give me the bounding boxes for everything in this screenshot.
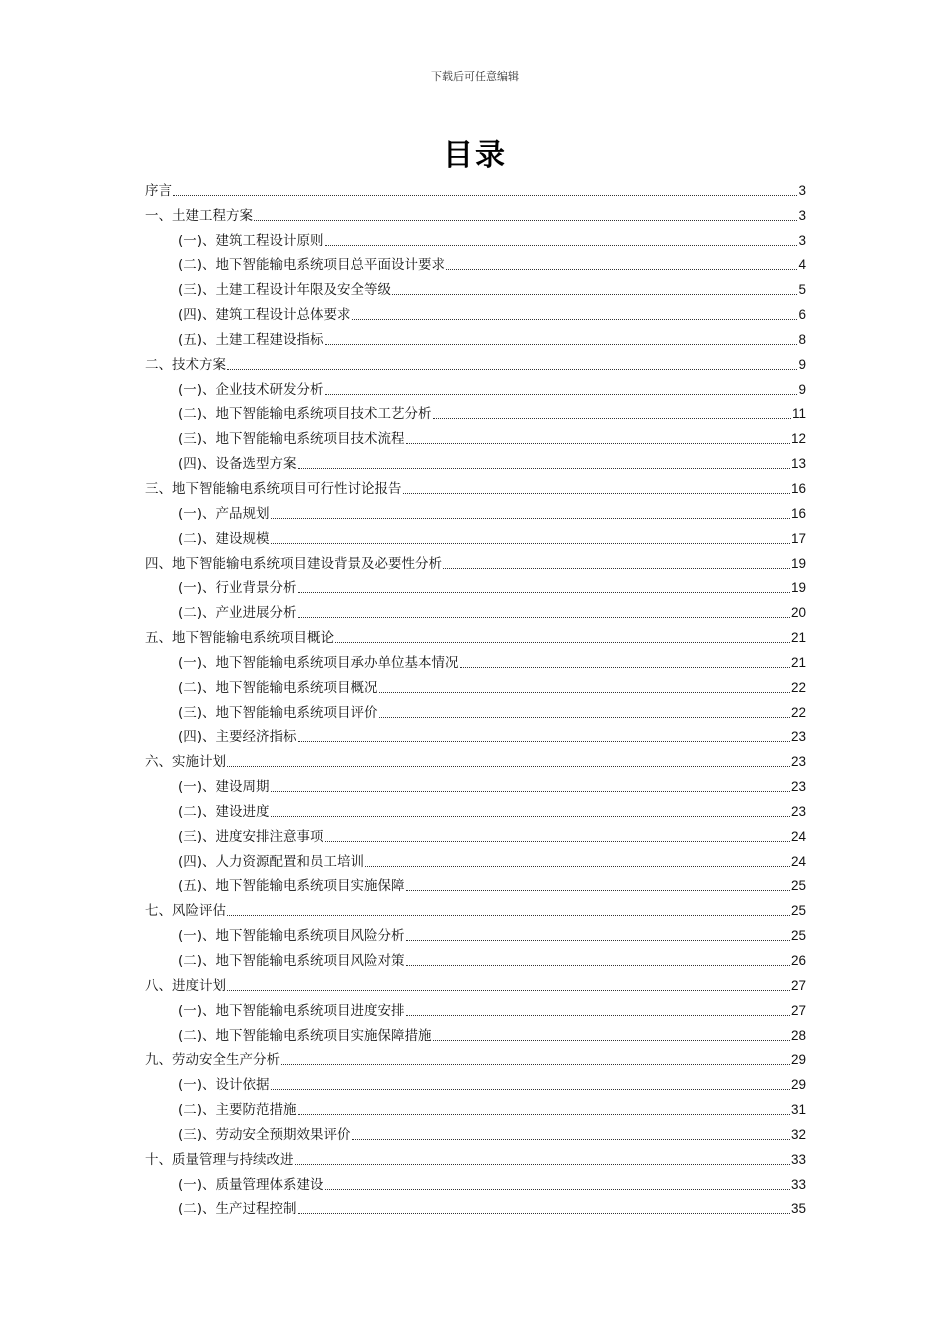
toc-dot-leader: [227, 766, 790, 767]
toc-dot-leader: [325, 394, 798, 395]
toc-entry-page-number: 27: [790, 977, 806, 993]
toc-entry-page-number: 35: [790, 1201, 806, 1217]
toc-entry-page-number: 4: [798, 257, 806, 273]
toc-entry-page-number: 31: [790, 1102, 806, 1118]
toc-title: 目录: [443, 138, 507, 173]
toc-entry[interactable]: [145, 622, 806, 647]
toc-entry[interactable]: [145, 970, 806, 995]
toc-dot-leader: [271, 543, 790, 544]
toc-entry-label: (二)、地下智能输电系统项目风险对策: [178, 953, 405, 969]
toc-entry-label: 五、地下智能输电系统项目概论: [145, 630, 334, 647]
toc-dot-leader: [254, 220, 797, 221]
toc-entry-label: (一)、建筑工程设计原则: [178, 232, 324, 249]
toc-dot-leader: [298, 1213, 790, 1214]
toc-entry-page-number: 33: [790, 1151, 806, 1167]
toc-entry-page-number: 11: [791, 406, 806, 422]
toc-entry-page-number: 23: [790, 803, 806, 819]
toc-dot-leader: [335, 642, 790, 643]
toc-entry-label: (二)、地下智能输电系统项目概况: [178, 679, 378, 696]
toc-entry[interactable]: [145, 846, 806, 871]
toc-dot-leader: [352, 1139, 790, 1140]
toc-dot-leader: [460, 667, 790, 668]
toc-entry-page-number: 29: [790, 1052, 806, 1068]
toc-entry[interactable]: [145, 299, 806, 324]
toc-entry-page-number: 22: [790, 679, 806, 695]
toc-dot-leader: [446, 269, 797, 270]
toc-dot-leader: [227, 369, 797, 370]
toc-entry[interactable]: [145, 324, 806, 349]
toc-dot-leader: [271, 791, 790, 792]
toc-entry[interactable]: [145, 995, 806, 1020]
toc-dot-leader: [227, 990, 790, 991]
toc-entry-page-number: 23: [790, 754, 806, 770]
toc-entry-label: (四)、建筑工程设计总体要求: [178, 307, 351, 324]
toc-entry[interactable]: [145, 399, 806, 424]
toc-entry-page-number: 19: [790, 580, 806, 596]
toc-entry[interactable]: [145, 920, 806, 945]
toc-entry-label: (一)、产品规划: [178, 505, 270, 522]
toc-entry[interactable]: [145, 1069, 806, 1094]
toc-entry[interactable]: [145, 871, 806, 896]
toc-entry-page-number: 3: [798, 232, 806, 248]
toc-entry[interactable]: [145, 697, 806, 722]
toc-entry[interactable]: [145, 175, 806, 200]
toc-entry-label: 十、质量管理与持续改进: [145, 1151, 294, 1168]
toc-entry-label: 七、风险评估: [145, 903, 226, 920]
toc-entry-page-number: 24: [790, 828, 806, 844]
toc-entry-label: 二、技术方案: [145, 356, 226, 373]
toc-entry-page-number: 5: [798, 282, 806, 298]
toc-dot-leader: [406, 965, 790, 966]
toc-entry[interactable]: [145, 746, 806, 771]
toc-entry[interactable]: [145, 1045, 806, 1070]
toc-entry-label: (一)、地下智能输电系统项目风险分析: [178, 928, 405, 945]
toc-entry-page-number: 22: [790, 704, 806, 720]
toc-entry-label: (二)、建设规模: [178, 530, 270, 547]
toc-entry-page-number: 6: [798, 307, 806, 323]
toc-entry[interactable]: [145, 821, 806, 846]
toc-entry-label: (四)、人力资源配置和员工培训: [178, 853, 365, 870]
toc-dot-leader: [295, 1164, 790, 1165]
toc-entry-page-number: 9: [798, 356, 806, 372]
toc-entry-label: (一)、地下智能输电系统项目承办单位基本情况: [178, 654, 459, 671]
toc-entry-page-number: 28: [790, 1027, 806, 1043]
toc-entry-label: (五)、土建工程建设指标: [178, 331, 324, 348]
toc-entry-label: (三)、地下智能输电系统项目技术流程: [178, 431, 405, 448]
toc-dot-leader: [281, 1064, 790, 1065]
toc-entry[interactable]: [145, 1194, 806, 1219]
toc-entry[interactable]: [145, 1020, 806, 1045]
toc-entry-label: (四)、主要经济指标: [178, 729, 297, 746]
toc-entry-page-number: 3: [798, 207, 806, 223]
toc-dot-leader: [173, 195, 797, 196]
toc-entry-label: (一)、地下智能输电系统项目进度安排: [178, 1002, 405, 1019]
toc-entry[interactable]: [145, 498, 806, 523]
toc-dot-leader: [406, 1015, 790, 1016]
toc-dot-leader: [298, 592, 790, 593]
toc-entry-label: 序言: [145, 182, 172, 199]
toc-entry-label: (二)、地下智能输电系统项目实施保障措施: [178, 1027, 432, 1044]
toc-dot-leader: [271, 1089, 790, 1090]
toc-dot-leader: [325, 841, 790, 842]
toc-dot-leader: [298, 1114, 790, 1115]
toc-entry[interactable]: [145, 573, 806, 598]
toc-entry-page-number: 8: [798, 331, 806, 347]
toc-entry[interactable]: [145, 1144, 806, 1169]
toc-dot-leader: [271, 518, 790, 519]
toc-entry-label: (一)、设计依据: [178, 1077, 270, 1094]
toc-entry[interactable]: [145, 274, 806, 299]
toc-entry[interactable]: [145, 473, 806, 498]
toc-entry[interactable]: [145, 945, 806, 970]
toc-entry-label: (二)、产业进展分析: [178, 605, 297, 622]
toc-entry[interactable]: [145, 1094, 806, 1119]
toc-dot-leader: [379, 692, 790, 693]
toc-entry-page-number: 24: [790, 853, 806, 869]
toc-entry-page-number: 26: [790, 953, 806, 968]
toc-entry-label: (三)、进度安排注意事项: [178, 828, 324, 845]
toc-dot-leader: [325, 1189, 790, 1190]
toc-entry-label: (二)、生产过程控制: [178, 1201, 297, 1218]
toc-dot-leader: [352, 319, 798, 320]
toc-entry-label: (一)、质量管理体系建设: [178, 1176, 324, 1193]
toc-dot-leader: [433, 1040, 790, 1041]
toc-entry-page-number: 13: [790, 456, 806, 472]
toc-entry-page-number: 29: [790, 1077, 806, 1093]
toc-entry-page-number: 21: [790, 654, 806, 670]
toc-entry-page-number: 25: [790, 903, 806, 919]
toc-entry[interactable]: [145, 250, 806, 275]
toc-dot-leader: [379, 717, 790, 718]
toc-entry-label: 九、劳动安全生产分析: [145, 1052, 280, 1069]
toc-dot-leader: [227, 915, 790, 916]
toc-entry-label: (二)、地下智能输电系统项目总平面设计要求: [178, 257, 446, 274]
toc-entry-page-number: 17: [790, 530, 806, 546]
toc-entry-label: 三、地下智能输电系统项目可行性讨论报告: [145, 480, 402, 497]
toc-entry[interactable]: [145, 448, 806, 473]
toc-dot-leader: [365, 866, 790, 867]
toc-entry[interactable]: [145, 1119, 806, 1144]
toc-entry[interactable]: [145, 722, 806, 747]
toc-entry[interactable]: [145, 647, 806, 672]
toc-entry-label: (二)、主要防范措施: [178, 1102, 297, 1119]
toc-entry-page-number: 16: [790, 505, 806, 521]
toc-entry-page-number: 9: [798, 381, 806, 397]
toc-dot-leader: [325, 245, 798, 246]
toc-entry-page-number: 25: [790, 928, 806, 944]
table-of-contents: [145, 175, 806, 1218]
toc-entry[interactable]: [145, 374, 806, 399]
toc-entry-label: 八、进度计划: [145, 977, 226, 994]
toc-entry-page-number: 32: [790, 1126, 806, 1142]
toc-entry-label: (四)、设备选型方案: [178, 456, 297, 473]
toc-entry-page-number: 3: [798, 182, 806, 198]
toc-entry[interactable]: [145, 548, 806, 573]
toc-entry-label: 四、地下智能输电系统项目建设背景及必要性分析: [145, 555, 442, 572]
toc-dot-leader: [433, 418, 791, 419]
toc-entry[interactable]: [145, 523, 806, 548]
toc-entry[interactable]: [145, 771, 806, 796]
toc-dot-leader: [443, 568, 790, 569]
toc-entry-page-number: 33: [790, 1176, 806, 1192]
toc-entry[interactable]: [145, 672, 806, 697]
toc-entry-label: 六、实施计划: [145, 754, 226, 771]
toc-entry[interactable]: [145, 423, 806, 448]
toc-entry-page-number: 16: [790, 480, 806, 496]
toc-dot-leader: [406, 940, 790, 941]
toc-entry-label: (一)、行业背景分析: [178, 580, 297, 597]
toc-entry[interactable]: [145, 796, 806, 821]
toc-entry-page-number: 19: [790, 555, 806, 571]
toc-entry[interactable]: [145, 200, 806, 225]
toc-entry[interactable]: [145, 1169, 806, 1194]
toc-entry-page-number: 21: [790, 630, 806, 646]
toc-entry-label: (二)、建设进度: [178, 803, 270, 820]
toc-entry-page-number: 23: [790, 729, 806, 745]
toc-entry-page-number: 25: [790, 878, 806, 894]
toc-entry-label: (一)、企业技术研发分析: [178, 381, 324, 398]
toc-entry-label: (三)、劳动安全预期效果评价: [178, 1126, 351, 1143]
toc-dot-leader: [392, 294, 797, 295]
toc-entry[interactable]: [145, 225, 806, 250]
toc-dot-leader: [271, 816, 790, 817]
toc-entry-page-number: 12: [790, 431, 806, 447]
toc-entry-page-number: 20: [790, 605, 806, 621]
toc-dot-leader: [406, 890, 790, 891]
toc-entry-label: 一、土建工程方案: [145, 207, 253, 224]
toc-dot-leader: [298, 468, 790, 469]
toc-dot-leader: [403, 493, 790, 494]
toc-entry-label: (二)、地下智能输电系统项目技术工艺分析: [178, 406, 432, 423]
toc-dot-leader: [406, 443, 790, 444]
toc-entry[interactable]: [145, 895, 806, 920]
toc-dot-leader: [298, 741, 790, 742]
toc-dot-leader: [325, 344, 798, 345]
toc-entry[interactable]: [145, 349, 806, 374]
page-header-note: 下载后可任意编辑: [431, 70, 519, 83]
toc-entry-label: (一)、建设周期: [178, 779, 270, 796]
toc-entry-page-number: 23: [790, 779, 806, 795]
toc-dot-leader: [298, 617, 790, 618]
toc-entry[interactable]: [145, 597, 806, 622]
toc-entry-label: (三)、土建工程设计年限及安全等级: [178, 282, 392, 299]
toc-entry-label: (三)、地下智能输电系统项目评价: [178, 704, 378, 721]
toc-entry-label: (五)、地下智能输电系统项目实施保障: [178, 878, 405, 895]
toc-entry-page-number: 27: [790, 1002, 806, 1018]
